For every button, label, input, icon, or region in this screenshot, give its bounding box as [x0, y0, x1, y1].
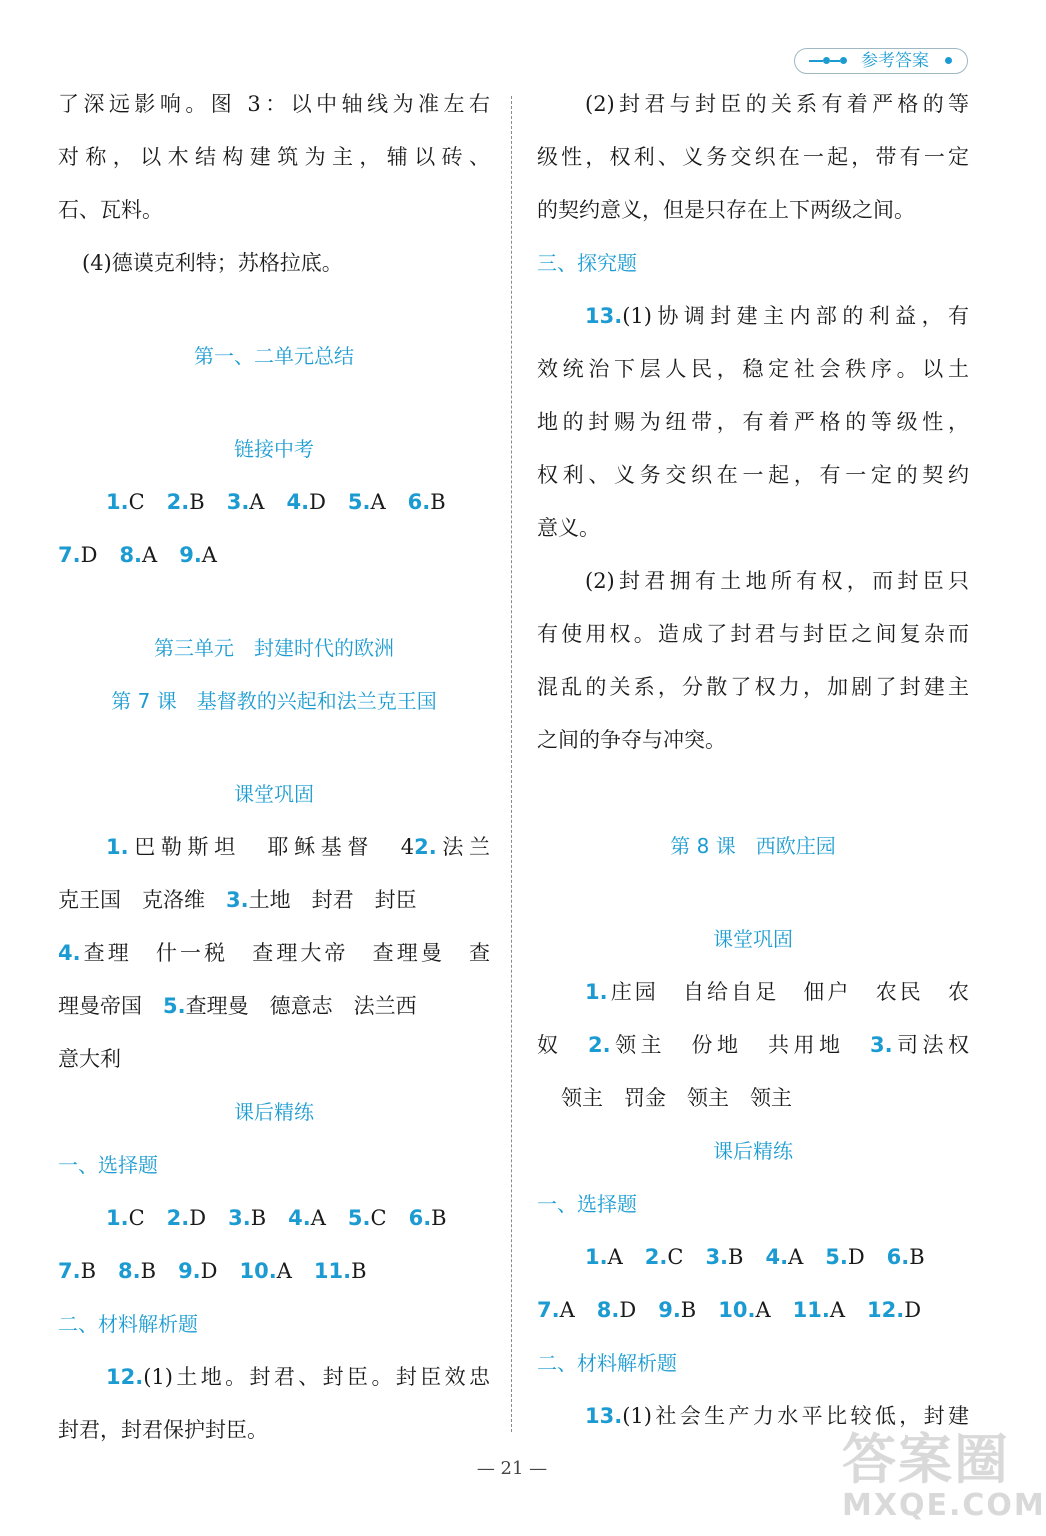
question-number: 1. [585, 1245, 608, 1269]
answer-item [348, 490, 386, 514]
answer-item [408, 490, 446, 514]
answer-text-line: 效统治下层人民，稳定社会秩序。以土 [537, 357, 969, 381]
answer-item [167, 490, 205, 514]
answer-text-line [58, 1351, 490, 1404]
answer-text-line: 意义。 [537, 516, 600, 540]
question-number: 3. [228, 1206, 251, 1230]
answer-text-line: 权利、义务交织在一起，有一定的契约 [537, 463, 969, 487]
answer-item [314, 1259, 367, 1283]
answer-item [348, 1206, 387, 1230]
answer-choice: B [430, 490, 446, 514]
section-heading: 课堂巩固 [234, 782, 314, 806]
answer-choice: A [607, 1245, 623, 1269]
question-number: 5. [347, 490, 371, 514]
answer-text-line [58, 821, 490, 874]
answer-text: (1)土地。封君、封臣。封臣效忠 [143, 1365, 490, 1389]
answer-choice: A [829, 1298, 845, 1322]
answer-key-row [58, 529, 490, 582]
answer-item [705, 1245, 743, 1269]
question-number: 1. [106, 835, 129, 859]
question-number: 12. [106, 1365, 144, 1389]
answer-choice: B [909, 1245, 925, 1269]
header-label: 参考答案 [861, 51, 929, 71]
answer-item [825, 1245, 864, 1269]
answer-choice: B [250, 1206, 267, 1230]
badge-dot-icon [945, 57, 952, 64]
question-number: 3. [226, 888, 249, 912]
answer-text-line [537, 966, 969, 1019]
section-heading: 第 7 课 基督教的兴起和法兰克王国 [111, 689, 437, 713]
section-heading: 课后精练 [234, 1100, 314, 1124]
answer-choice: D [619, 1298, 637, 1322]
answer-choice: A [249, 490, 265, 514]
question-number: 13. [585, 304, 623, 328]
answer-item [118, 1259, 156, 1283]
question-number: 9. [178, 1259, 201, 1283]
answer-choice: B [728, 1245, 744, 1269]
answer-item [227, 490, 265, 514]
answer-text: 奴 [537, 1033, 588, 1057]
question-number: 8. [596, 1298, 620, 1322]
badge-dot-icon [823, 57, 830, 64]
answer-text: 查理 什一税 查理大帝 查理曼 查 [80, 941, 490, 965]
answer-key-row [58, 476, 490, 529]
question-number: 5. [163, 994, 186, 1018]
answer-text-line [58, 980, 490, 1033]
answer-item [597, 1298, 636, 1322]
question-number: 9. [179, 543, 202, 567]
answer-text: 巴勒斯坦 耶稣基督 4 [128, 835, 415, 859]
answer-choice: B [189, 490, 205, 514]
answer-text-line: 的契约意义，但是只存在上下两级之间。 [537, 198, 915, 222]
answer-choice: B [80, 1259, 97, 1283]
spacer [537, 873, 969, 913]
answer-choice: A [276, 1259, 292, 1283]
answer-text-line: 之间的争夺与冲突。 [537, 728, 726, 752]
right-column [537, 78, 969, 1443]
answer-text-line: 领主 罚金 领主 领主 [561, 1086, 792, 1110]
question-number: 1. [585, 980, 608, 1004]
answer-text-line [58, 927, 490, 980]
question-number: 2. [414, 835, 437, 859]
answer-text: 理曼帝国 [58, 994, 163, 1018]
question-number: 1. [106, 490, 129, 514]
question-number: 10. [718, 1298, 756, 1322]
page-number: — 21 — [476, 1458, 548, 1479]
answer-text: (1)社会生产力水平比较低，封建 [622, 1404, 969, 1428]
question-number: 7. [537, 1298, 560, 1322]
answer-key-row [537, 1231, 969, 1284]
spacer [58, 290, 490, 330]
answer-item [887, 1245, 925, 1269]
answer-choice: A [788, 1245, 804, 1269]
answer-choice: B [431, 1206, 447, 1230]
question-number: 6. [408, 1206, 432, 1230]
answer-choice: D [80, 543, 98, 567]
answer-text-line [537, 1019, 969, 1072]
question-number: 5. [825, 1245, 848, 1269]
answer-text-line: 对称，以木结构建筑为主，辅以砖、 [58, 145, 490, 169]
answer-text-line: 了深远影响。图 3：以中轴线为准左右 [58, 92, 490, 116]
answer-choice: A [201, 543, 217, 567]
answer-item [119, 543, 157, 567]
answer-text-line: 意大利 [58, 1047, 121, 1071]
watermark-logo [842, 1428, 1046, 1530]
answer-item [167, 1206, 206, 1230]
answer-item [537, 1298, 575, 1322]
question-number: 8. [119, 543, 143, 567]
question-number: 2. [166, 1206, 190, 1230]
section-heading: 课后精练 [713, 1139, 793, 1163]
answer-key-row [537, 1284, 969, 1337]
answer-text-line: (2)封君拥有土地所有权，而封臣只 [585, 569, 969, 593]
question-number: 7. [58, 1259, 81, 1283]
answer-item [240, 1259, 292, 1283]
answer-choice: B [680, 1298, 697, 1322]
answer-text: 领主 份地 共用地 [610, 1033, 870, 1057]
answer-text-line: 地的封赐为纽带，有着严格的等级性， [537, 410, 969, 434]
answer-choice: C [667, 1245, 684, 1269]
answer-item [58, 543, 97, 567]
answer-text-line: 石、瓦料。 [58, 198, 163, 222]
question-number: 4. [288, 1206, 311, 1230]
badge-line-left [809, 60, 823, 62]
answer-item [765, 1245, 803, 1269]
question-number: 6. [407, 490, 431, 514]
answer-text-line: 级性，权利、义务交织在一起，带有一定 [537, 145, 969, 169]
answer-text: 查理曼 德意志 法兰西 [185, 994, 417, 1018]
question-number: 1. [106, 1206, 129, 1230]
answer-item [58, 1259, 96, 1283]
question-number: 8. [118, 1259, 141, 1283]
header-answer-badge [794, 48, 968, 74]
answer-item [867, 1298, 921, 1322]
question-number: 3. [226, 490, 250, 514]
answer-text-line: (4)德谟克利特；苏格拉底。 [82, 251, 343, 275]
answer-item [645, 1245, 684, 1269]
question-number: 9. [658, 1298, 681, 1322]
section-heading: 课堂巩固 [713, 927, 793, 951]
answer-item [178, 1259, 217, 1283]
answer-choice: D [309, 490, 326, 514]
answer-text: 土地 封君 封臣 [248, 888, 417, 912]
spacer [58, 582, 490, 622]
question-number: 10. [239, 1259, 277, 1283]
answer-item [585, 1245, 623, 1269]
section-heading: 链接中考 [234, 437, 314, 461]
answer-choice: D [189, 1206, 207, 1230]
answer-text-line [537, 290, 969, 343]
answer-choice: C [370, 1206, 387, 1230]
question-type-heading: 二、材料解析题 [58, 1312, 198, 1336]
answer-item [286, 490, 325, 514]
answer-item [409, 1206, 447, 1230]
question-number: 7. [58, 543, 81, 567]
answer-text: 法兰 [436, 835, 490, 859]
answer-choice: A [755, 1298, 771, 1322]
answer-choice: A [370, 490, 386, 514]
answer-text: 司法权 [892, 1033, 970, 1057]
answer-choice: A [559, 1298, 575, 1322]
question-number: 5. [347, 1206, 371, 1230]
spacer [58, 383, 490, 423]
answer-text: (1)协调封建主内部的利益，有 [622, 304, 969, 328]
answer-item [288, 1206, 326, 1230]
answer-choice: D [200, 1259, 218, 1283]
question-type-heading: 一、选择题 [58, 1153, 158, 1177]
answer-choice: C [128, 490, 145, 514]
spacer [537, 767, 969, 820]
answer-text-line: 混乱的关系，分散了权力，加剧了封建主 [537, 675, 969, 699]
section-heading: 第 8 课 西欧庄园 [670, 834, 836, 858]
answer-key-row [58, 1192, 490, 1245]
question-number: 4. [765, 1245, 789, 1269]
answer-item [718, 1298, 770, 1322]
question-number: 2. [587, 1033, 611, 1057]
answer-text-line: 封君，封君保护封臣。 [58, 1418, 268, 1442]
question-number: 2. [166, 490, 190, 514]
answer-text-line: 有使用权。造成了封君与封臣之间复杂而 [537, 622, 969, 646]
question-number: 3. [869, 1033, 893, 1057]
section-heading: 第一、二单元总结 [194, 344, 354, 368]
badge-line-mid [830, 60, 840, 62]
badge-dot-icon [840, 57, 847, 64]
answer-item [106, 1206, 145, 1230]
section-heading: 第三单元 封建时代的欧洲 [154, 636, 394, 660]
question-number: 12. [866, 1298, 905, 1322]
answer-choice: B [351, 1259, 367, 1283]
left-column [58, 78, 490, 1457]
answer-text-line: (2)封君与封臣的关系有着严格的等 [585, 92, 969, 116]
question-type-heading: 二、材料解析题 [537, 1351, 677, 1375]
answer-item [228, 1206, 266, 1230]
spacer [58, 728, 490, 768]
question-number: 3. [705, 1245, 729, 1269]
question-number: 11. [313, 1259, 352, 1283]
answer-text-line [58, 874, 490, 927]
answer-choice: C [128, 1206, 145, 1230]
watermark-text: 答案圈 [842, 1428, 1010, 1491]
answer-text: 克王国 克洛维 [58, 888, 226, 912]
question-type-heading: 一、选择题 [537, 1192, 637, 1216]
question-number: 11. [792, 1298, 830, 1322]
answer-choice: B [140, 1259, 157, 1283]
column-divider [511, 96, 512, 1432]
answer-item [793, 1298, 845, 1322]
question-number: 2. [644, 1245, 668, 1269]
answer-choice: D [904, 1298, 922, 1322]
answer-key-row [58, 1245, 490, 1298]
answer-item [106, 490, 145, 514]
answer-choice: A [310, 1206, 326, 1230]
question-number: 4. [286, 490, 310, 514]
answer-text: 庄园 自给自足 佃户 农民 农 [607, 980, 969, 1004]
answer-choice: A [142, 543, 158, 567]
question-type-heading: 三、探究题 [537, 251, 637, 275]
watermark-url: MXQE.COM [842, 1488, 1046, 1523]
answer-item [179, 543, 217, 567]
answer-item [658, 1298, 696, 1322]
answer-choice: D [847, 1245, 865, 1269]
question-number: 4. [58, 941, 81, 965]
question-number: 6. [886, 1245, 910, 1269]
question-number: 13. [585, 1404, 623, 1428]
